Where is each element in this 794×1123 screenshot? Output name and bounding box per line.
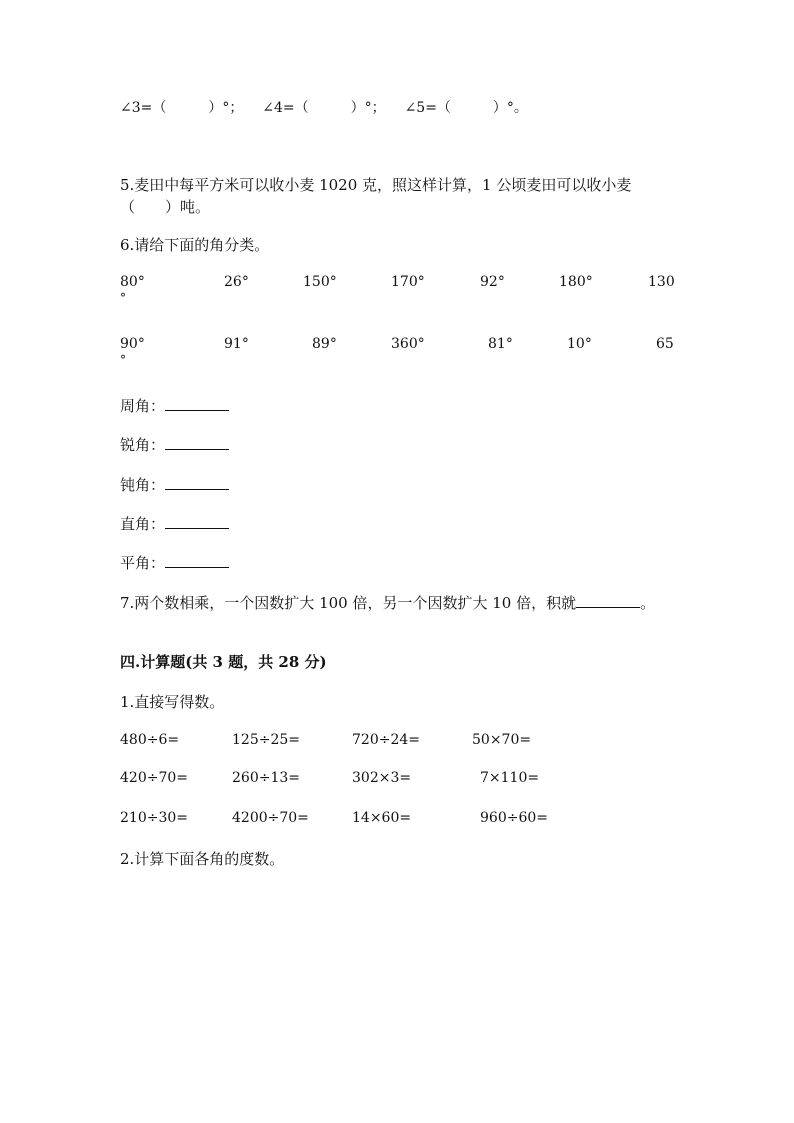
angle-value: 26° [224,274,249,290]
angle-value: 180° [559,274,593,290]
angle-row-1 [120,274,680,314]
calc-item: 210÷30= [120,810,188,826]
calc-item: 7×110= [480,770,540,786]
category-label: 直角： [120,515,166,533]
q5-line2[interactable]: （ ）吨。 [120,198,211,216]
calc-item: 480÷6= [120,732,180,748]
calc-item: 960÷60= [480,810,548,826]
category-label: 锐角： [120,436,166,454]
category-label: 周角： [120,397,166,415]
angle-value: 65 [656,336,674,352]
angle3-answer[interactable]: ∠3=（ ）°； [120,100,244,116]
answer-blank[interactable] [165,435,229,450]
category-obtuse-angle [120,474,229,495]
calc-item: 720÷24= [352,732,420,748]
category-right-angle [120,513,229,534]
category-straight-angle [120,552,229,573]
calc-item: 420÷70= [120,770,188,786]
angle-value: 150° [303,274,337,290]
angle-value: 80° [120,274,145,290]
category-full-angle [120,395,229,416]
answer-blank[interactable] [576,593,640,608]
angle-answers-line [120,97,528,117]
q5-line1: 5.麦田中每平方米可以收小麦 1020 克，照这样计算，1 公顷麦田可以收小麦 [120,176,632,194]
wrapped-degree-sign: ° [120,291,126,305]
calc-item: 302×3= [352,770,412,786]
angle-value: 130 [648,274,675,290]
c2-title: 2.计算下面各角的度数。 [120,850,285,868]
category-label: 平角： [120,554,166,572]
calc-item: 50×70= [472,732,532,748]
angle-value: 89° [312,336,337,352]
angle-value: 91° [224,336,249,352]
calc-item: 260÷13= [232,770,300,786]
angle-value: 360° [391,336,425,352]
q7-line [120,592,655,613]
angle-value: 10° [567,336,592,352]
angle-value: 90° [120,336,145,352]
q7-end: 。 [640,594,656,612]
section4-title: 四.计算题(共 3 题，共 28 分) [120,653,327,671]
angle5-answer[interactable]: ∠5=（ ）°。 [404,100,528,116]
angle4-answer[interactable]: ∠4=（ ）°； [262,100,386,116]
c1-title: 1.直接写得数。 [120,693,225,711]
calc-item: 125÷25= [232,732,300,748]
angle-value: 92° [480,274,505,290]
angle-value: 170° [391,274,425,290]
calc-item: 14×60= [352,810,412,826]
q6-title: 6.请给下面的角分类。 [120,236,270,254]
calc-item: 4200÷70= [232,810,309,826]
wrapped-degree-sign: ° [120,353,126,367]
answer-blank[interactable] [165,514,229,529]
answer-blank[interactable] [165,553,229,568]
category-label: 钝角： [120,476,166,494]
answer-blank[interactable] [165,396,229,411]
angle-row-2 [120,336,680,376]
q7-text: 7.两个数相乘，一个因数扩大 100 倍，另一个因数扩大 10 倍，积就 [120,594,577,612]
angle-value: 81° [488,336,513,352]
answer-blank[interactable] [165,475,229,490]
category-acute-angle [120,434,229,455]
